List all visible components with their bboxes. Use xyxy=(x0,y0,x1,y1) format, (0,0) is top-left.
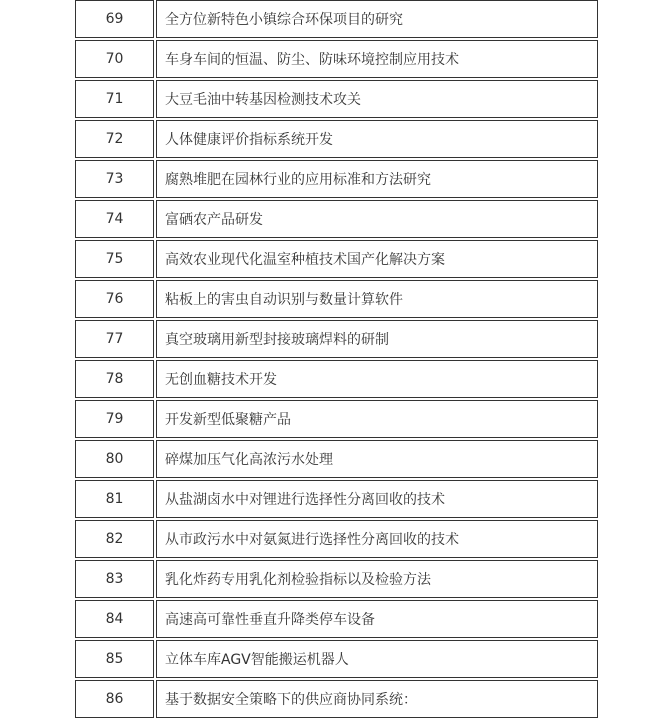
row-number-cell: 83 xyxy=(75,560,154,598)
project-name-cell: 从市政污水中对氨氮进行选择性分离回收的技术 xyxy=(156,520,598,558)
project-name-cell: 人体健康评价指标系统开发 xyxy=(156,120,598,158)
project-name-cell: 无创血糖技术开发 xyxy=(156,360,598,398)
table-row xyxy=(75,280,598,318)
table-row xyxy=(75,80,598,118)
project-table-body xyxy=(75,0,598,718)
project-name-cell: 碎煤加压气化高浓污水处理 xyxy=(156,440,598,478)
project-name-cell: 真空玻璃用新型封接玻璃焊料的研制 xyxy=(156,320,598,358)
project-name-cell: 立体车库AGV智能搬运机器人 xyxy=(156,640,598,678)
row-number-cell: 69 xyxy=(75,0,154,38)
table-row xyxy=(75,360,598,398)
project-name-cell: 高效农业现代化温室种植技术国产化解决方案 xyxy=(156,240,598,278)
project-table-container xyxy=(73,0,600,720)
row-number-cell: 75 xyxy=(75,240,154,278)
table-row xyxy=(75,160,598,198)
project-name-cell: 腐熟堆肥在园林行业的应用标准和方法研究 xyxy=(156,160,598,198)
row-number-cell: 71 xyxy=(75,80,154,118)
project-name-cell: 全方位新特色小镇综合环保项目的研究 xyxy=(156,0,598,38)
project-name-cell: 大豆毛油中转基因检测技术攻关 xyxy=(156,80,598,118)
project-name-cell: 基于数据安全策略下的供应商协同系统： xyxy=(156,680,598,718)
project-name-cell: 粘板上的害虫自动识别与数量计算软件 xyxy=(156,280,598,318)
table-row xyxy=(75,560,598,598)
row-number-cell: 78 xyxy=(75,360,154,398)
table-row xyxy=(75,600,598,638)
table-row xyxy=(75,640,598,678)
project-name-cell: 从盐湖卤水中对锂进行选择性分离回收的技术 xyxy=(156,480,598,518)
table-row xyxy=(75,400,598,438)
table-row xyxy=(75,680,598,718)
row-number-cell: 73 xyxy=(75,160,154,198)
row-number-cell: 76 xyxy=(75,280,154,318)
row-number-cell: 82 xyxy=(75,520,154,558)
table-row xyxy=(75,200,598,238)
row-number-cell: 72 xyxy=(75,120,154,158)
row-number-cell: 81 xyxy=(75,480,154,518)
row-number-cell: 74 xyxy=(75,200,154,238)
table-row xyxy=(75,240,598,278)
table-row xyxy=(75,480,598,518)
row-number-cell: 79 xyxy=(75,400,154,438)
project-table xyxy=(73,0,600,720)
row-number-cell: 86 xyxy=(75,680,154,718)
table-row xyxy=(75,440,598,478)
table-row xyxy=(75,320,598,358)
table-row xyxy=(75,40,598,78)
row-number-cell: 80 xyxy=(75,440,154,478)
project-name-cell: 车身车间的恒温、防尘、防味环境控制应用技术 xyxy=(156,40,598,78)
project-name-cell: 富硒农产品研发 xyxy=(156,200,598,238)
project-name-cell: 高速高可靠性垂直升降类停车设备 xyxy=(156,600,598,638)
table-row xyxy=(75,120,598,158)
row-number-cell: 70 xyxy=(75,40,154,78)
project-name-cell: 乳化炸药专用乳化剂检验指标以及检验方法 xyxy=(156,560,598,598)
row-number-cell: 77 xyxy=(75,320,154,358)
table-row xyxy=(75,0,598,38)
row-number-cell: 84 xyxy=(75,600,154,638)
table-row xyxy=(75,520,598,558)
project-name-cell: 开发新型低聚糖产品 xyxy=(156,400,598,438)
row-number-cell: 85 xyxy=(75,640,154,678)
